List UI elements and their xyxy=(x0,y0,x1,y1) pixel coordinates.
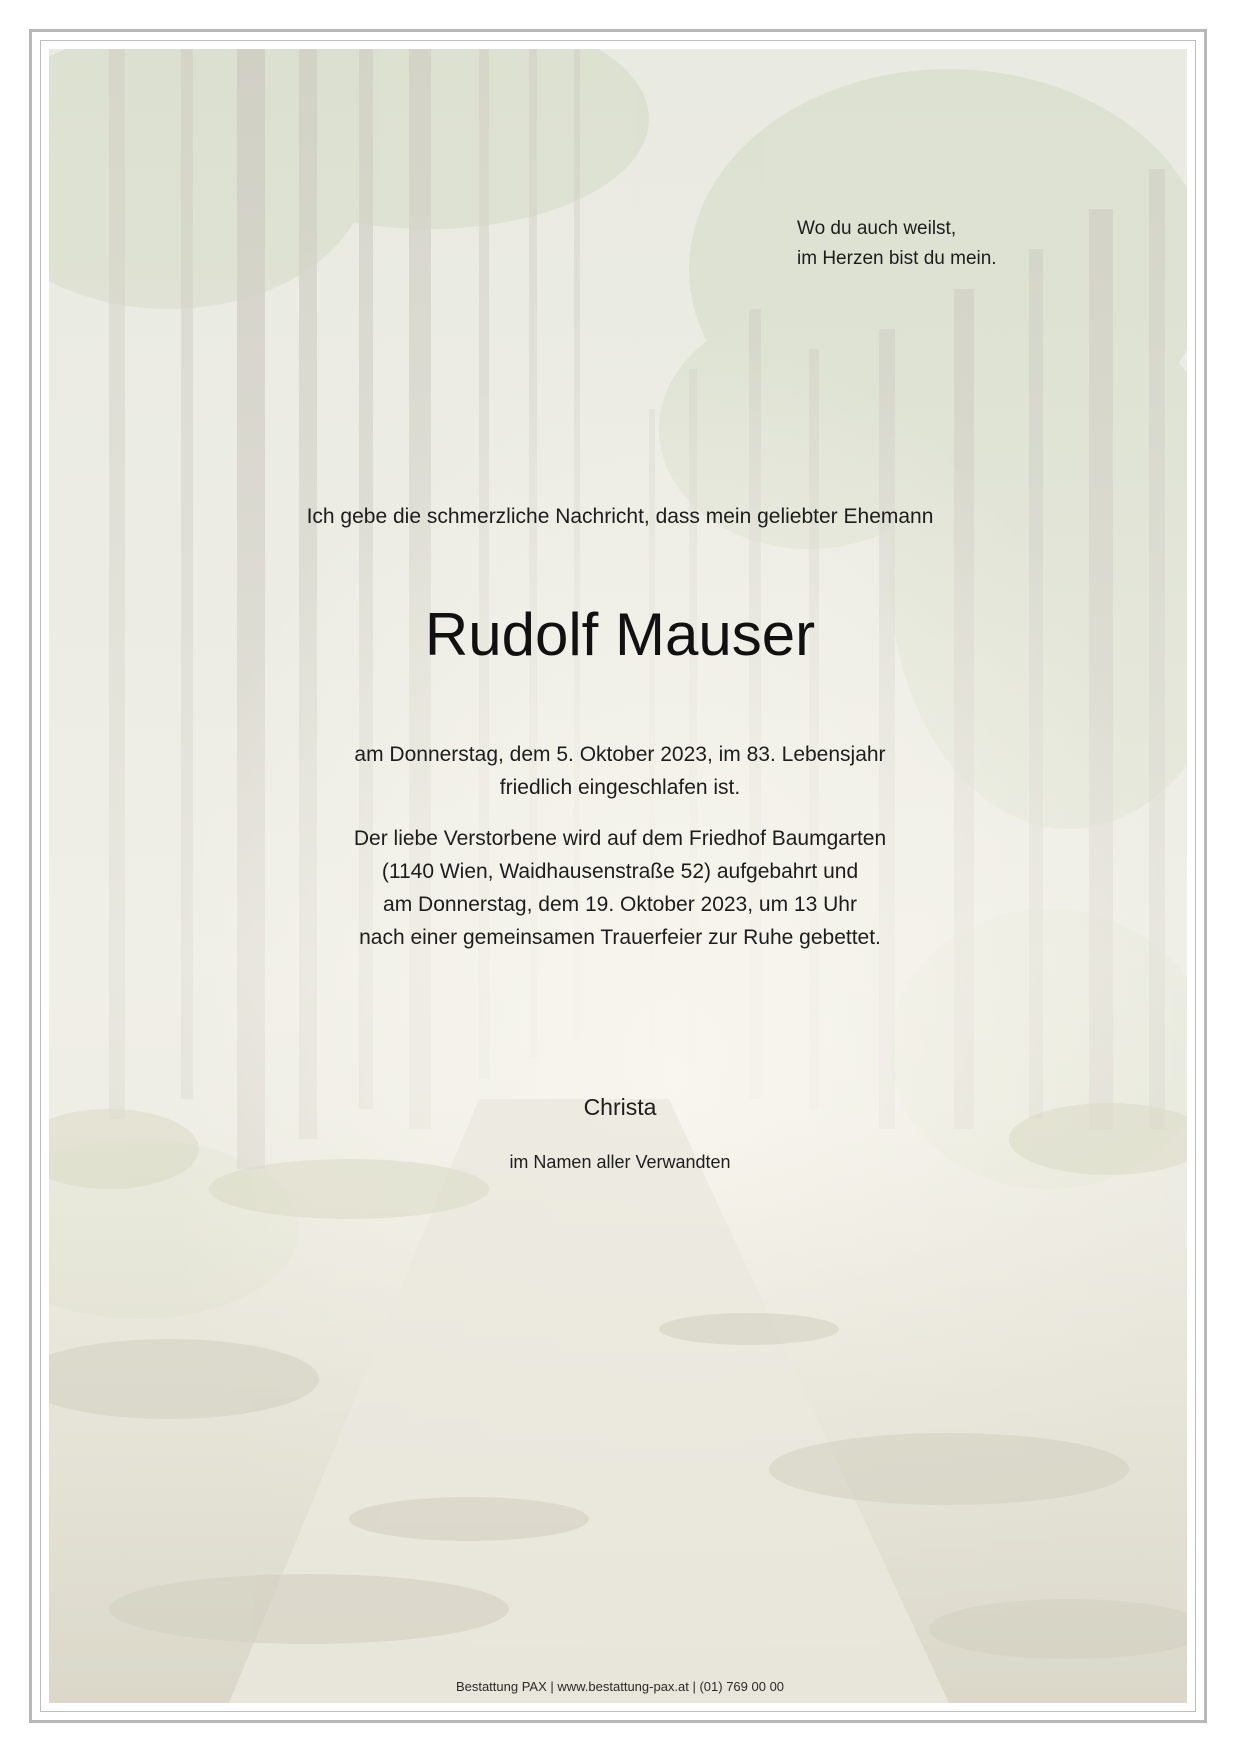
quote-line-2: im Herzen bist du mein. xyxy=(797,248,997,269)
funeral-home-footer: Bestattung PAX | www.bestattung-pax.at | (01) 769 00 00 xyxy=(455,1679,785,1694)
announcement-lead: Ich gebe die schmerzliche Nachricht, dass mein geliebter Ehemann xyxy=(306,505,934,528)
deceased-name: Rudolf Mauser xyxy=(424,601,816,668)
death-notice xyxy=(0,738,1240,804)
funeral-line: nach einer gemeinsamen Trauerfeier zur Ruhe gebettet. xyxy=(359,926,881,949)
funeral-line: am Donnerstag, dem 19. Oktober 2023, um 13 Uhr xyxy=(383,893,857,916)
funeral-details xyxy=(0,822,1240,954)
funeral-line: Der liebe Verstorbene wird auf dem Friedhof Baumgarten xyxy=(353,827,887,850)
quote-line-1: Wo du auch weilst, xyxy=(797,218,957,239)
death-line: am Donnerstag, dem 5. Oktober 2023, im 83. Lebensjahr xyxy=(354,743,886,766)
memorial-quote xyxy=(797,214,997,274)
signer-subtitle: im Namen aller Verwandten xyxy=(509,1152,731,1172)
death-line: friedlich eingeschlafen ist. xyxy=(499,776,741,799)
signer-name: Christa xyxy=(583,1094,657,1120)
funeral-line: (1140 Wien, Waidhausenstraße 52) aufgebahrt und xyxy=(381,860,859,883)
